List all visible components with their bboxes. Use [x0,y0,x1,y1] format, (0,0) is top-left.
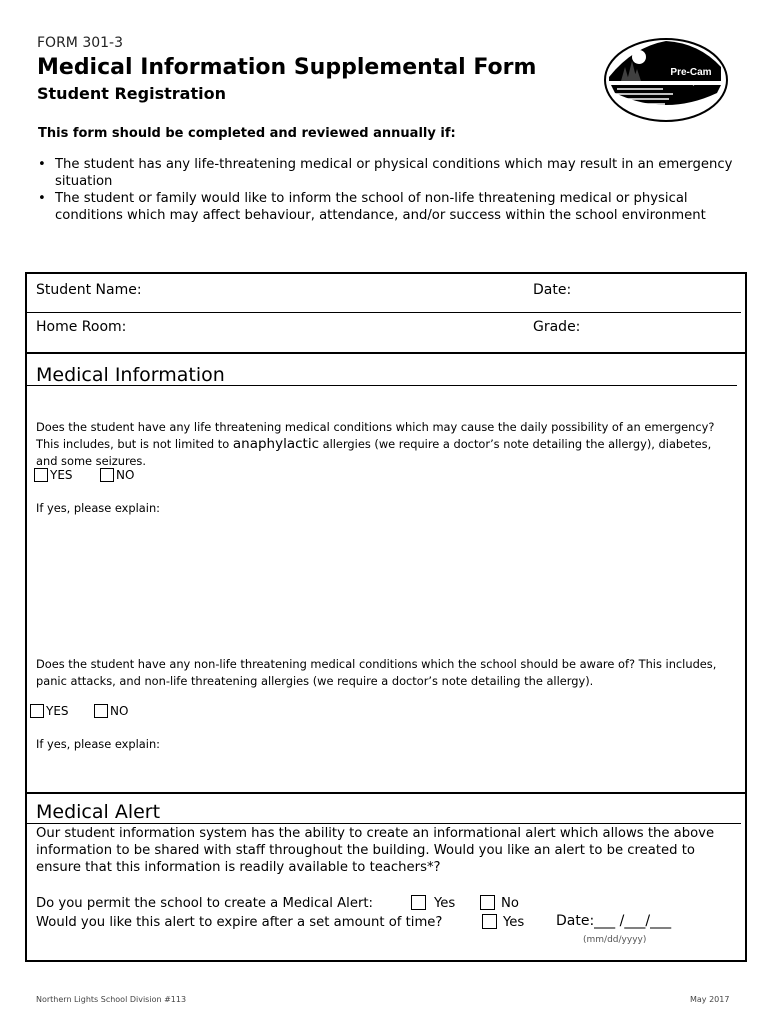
question-emphasis: anaphylactic [232,436,319,452]
medical-section-title: Medical Information [36,364,225,386]
expire-yes-label: Yes [503,915,525,930]
permit-no-option[interactable] [480,895,519,912]
student-name-label: Student Name: [36,282,142,298]
page-title: Medical Information Supplemental Form [37,55,537,80]
q1-explain-label: If yes, please explain: [36,501,161,515]
logo-emblem [603,37,729,123]
section-divider [25,352,745,354]
form-number: FORM 301-3 [37,35,124,51]
q2-no-checkbox[interactable] [94,704,108,718]
permit-yes-checkbox[interactable] [411,895,426,910]
date-format-hint: (mm/dd/yyyy) [583,935,647,945]
section-underline [27,823,741,824]
section-underline [27,385,737,386]
q1-yes-option[interactable] [34,468,73,482]
question-text-cont: allergies (we require a doctor’s note detailing the allergy), diabetes, and some seizures. [36,437,712,468]
page-subtitle: Student Registration [37,84,226,103]
permit-yes-option[interactable] [411,895,455,912]
alert-section-title: Medical Alert [36,801,161,823]
permit-no-checkbox[interactable] [480,895,495,910]
alert-description: Our student information system has the ability to create an informational alert which allows the above information to be shared with staff throughout the building. Would you like an alert to be created to ensure that this information is readily available to teachers*? [36,826,715,875]
instructions-heading: This form should be completed and reviewed annually if: [38,126,456,141]
question-text: Does the student have any life threatening medical conditions which may cause the daily possibility of an emergency? This includes, but is not limited to [36,420,715,451]
logo-name: Pre-Cam [670,67,712,78]
permit-no-label: No [501,896,519,911]
student-name-line[interactable] [25,312,741,313]
q2-explain-label: If yes, please explain: [36,737,161,751]
q2-yes-option[interactable] [30,704,69,718]
non-life-threatening-question: Does the student have any non-life threatening medical conditions which the school should be aware of? This includes, panic attacks, and non-life threatening allergies (we require a doctor’s note detailing the allergy). [36,657,717,688]
instruction-bullet: • The student has any life-threatening medical or physical conditions which may result in an emergency situation [36,156,736,190]
q1-no-checkbox[interactable] [100,468,114,482]
q1-yes-label: YES [50,468,73,482]
footer-division: Northern Lights School Division #113 [36,995,187,1004]
home-room-label: Home Room: [36,319,127,335]
permit-yes-label: Yes [434,896,456,911]
q2-yes-label: YES [46,704,69,718]
grade-label: Grade: [533,319,581,335]
footer-date: May 2017 [690,995,730,1004]
q2-no-option[interactable] [94,704,128,718]
q2-explain-area[interactable] [36,756,736,790]
date-label: Date: [533,282,572,298]
instructions-list [36,156,736,224]
expire-question: Would you like this alert to expire after a set amount of time? [36,915,443,930]
q1-no-label: NO [116,468,135,482]
expire-yes-checkbox[interactable] [482,914,497,929]
q2-yes-checkbox[interactable] [30,704,44,718]
expire-date-field[interactable]: Date:___ /___/___ [556,913,672,929]
expire-yes-option[interactable] [482,914,524,931]
q1-no-option[interactable] [100,468,134,482]
permit-question: Do you permit the school to create a Medical Alert: [36,896,373,911]
q1-yes-checkbox[interactable] [34,468,48,482]
life-threatening-question [36,419,736,470]
q2-no-label: NO [110,704,129,718]
school-logo [603,37,729,123]
logo-tagline: Community School [670,81,712,87]
q1-explain-area[interactable] [36,520,736,650]
section-divider [25,792,745,794]
instruction-bullet: • The student or family would like to inform the school of non-life threatening medical or physical conditions which may affect behaviour, attendance, and/or success within the school environment [36,190,736,224]
